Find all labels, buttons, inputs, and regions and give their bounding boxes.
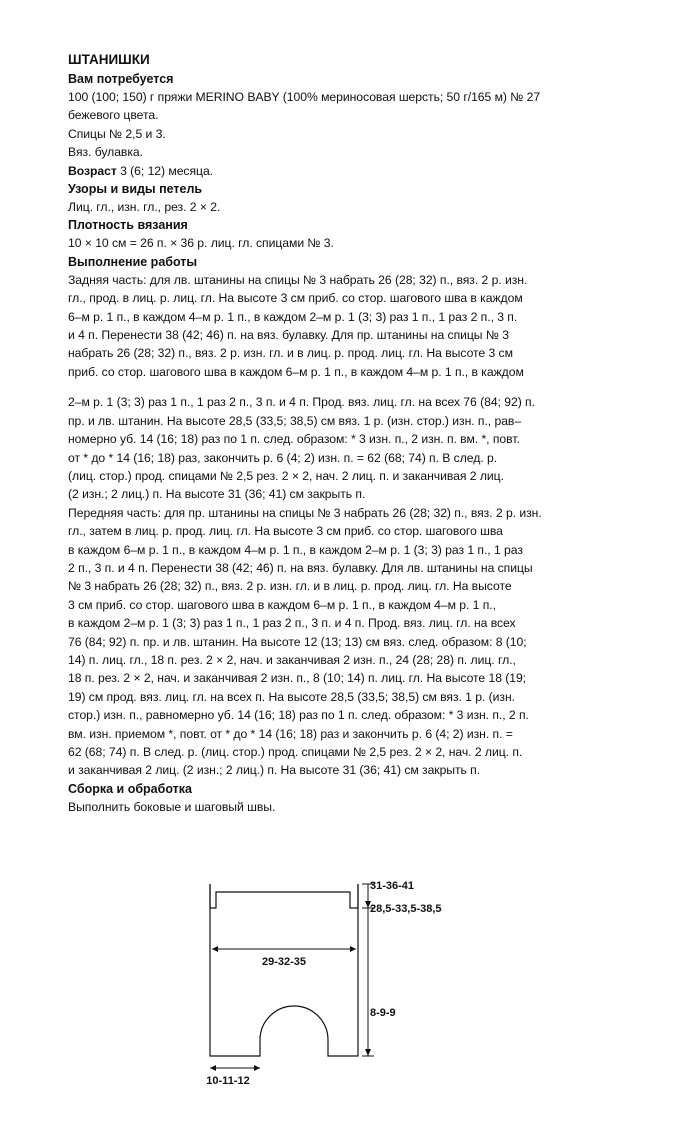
pattern-schematic — [180, 878, 480, 1098]
page-title: ШТАНИШКИ — [68, 52, 150, 67]
crotch-height-label: 8-9-9 — [370, 1007, 396, 1019]
patterns-heading: Узоры и виды петель — [68, 182, 203, 197]
pattern-page — [68, 50, 628, 816]
work-text-part-1: Задняя часть: для лв. штанины на спицы № 3 набрать 26 (28; 32) п., вяз. 2 р. изн. гл., прод. в лиц. р. лиц. гл. На высоте 3 см приб. со стор. шагового шва в каждом 6–м р. 1 п., в каждом 4–м р. 1 п., в каждом 2–м р. 1 (3; 3) раз 1 п., 1 раз 2 п., 3 п. и 4 п. Перенести 38 (42; 46) п. на вяз. булавку. Для пр. штанины на спицы № 3 набрать 26 (28; 32) п., вяз. 2 р. изн. гл. и в лиц. р. прод. лиц. гл. На высоте 3 см приб. со стор. шагового шва в каждом 6–м р. 1 п., в каждом 4–м р. 1 п., в каждом — [68, 272, 528, 379]
rib-start-label: 28,5-33,5-38,5 — [370, 903, 442, 915]
assembly-text: Выполнить боковые и шаговый швы. — [68, 799, 276, 814]
schematic-body — [210, 884, 358, 1056]
schematic-outline — [210, 884, 358, 908]
materials-text: 100 (100; 150) г пряжи MERINO BABY (100% мериносовая шерсть; 50 г/165 м) № 27 бежевого цвета. Спицы № 2,5 и 3. Вяз. булавка. — [68, 90, 541, 160]
gauge-text: 10 × 10 см = 26 п. × 36 р. лиц. гл. спицами № 3. — [68, 236, 334, 251]
age-label: Возраст — [68, 163, 117, 178]
width-label: 29-32-35 — [261, 956, 307, 968]
work-text-part-2: 2–м р. 1 (3; 3) раз 1 п., 1 раз 2 п., 3 п. и 4 п. Прод. вяз. лиц. гл. на всех 76 (84; 92) п. пр. и лв. штанин. На высоте 28,5 (33,5; 38,5) см вяз. 1 р. (изн. стор.) изн. п., рав– номерно уб. 14 (16; 18) раз по 1 п. след. образом: * 3 изн. п., 2 изн. п. вм. *, повт. от * до * 14 (16; 18) раз, закончить р. 6 (4; 2) изн. п. = 62 (68; 74) п. В след. р. (лиц. стор.) прод. спицами № 2,5 рез. 2 × 2, нач. 2 лиц. п. и заканчивая 2 лиц. (2 изн.; 2 лиц.) п. На высоте 31 (36; 41) см закрыть п. Передняя часть: для пр. штанины на спицы № 3 набрать 26 (28; 32) п., вяз. 2 р. изн. гл., затем в лиц. р. прод. лиц. гл. На высоте 3 см приб. со стор. шагового шва в каждом 6–м р. 1 п., в каждом 4–м р. 1 п., в каждом 2–м р. 1 (3; 3) раз 1 п., 1 раз 2 п., 3 п. и 4 п. Перенести 38 (42; 46) п. на вяз. булавку. Для лв. штанины на спицы № 3 набрать 26 (28; 32) п., вяз. 2 р. изн. гл. и в лиц. р. прод. лиц. гл. На высоте 3 см приб. со стор. шагового шва в каждом 6–м р. 1 п., в каждом 4–м р. 1 п., в каждом 2–м р. 1 (3; 3) раз 1 п., 1 раз 2 п., 3 п. и 4 п. Прод. вяз. лиц. гл. на всех 76 (84; 92) п. пр. и лв. штанин. На высоте 12 (13; 13) см вяз. след. образом: 8 (10; 14) п. лиц. гл., 18 п. рез. 2 × 2, нач. и заканчивая 2 изн. п., 24 (28; 28) п. лиц. гл., 18 п. рез. 2 × 2, нач. и заканчивая 2 изн. п., 8 (10; 14) п. лиц. гл. На высоте 18 (19; 19) см прод. вяз. лиц. гл. на всех п. На высоте 28,5 (33,5; 38,5) см вяз. 1 р. (изн. стор.) изн. п., равномерно уб. 14 (16; 18) раз по 1 п. след. образом: * 3 изн. п., 2 п. вм. изн. приемом *, повт. от * до * 14 (16; 18) раз и закончить р. 6 (4; 2) изн. п. = 62 (68; 74) п. В след. р. (лиц. стор.) прод. спицами № 2,5 рез. 2 × 2, нач. 2 лиц. п. и заканчивая 2 лиц. (2 изн.; 2 лиц.) п. На высоте 31 (36; 41) см закрыть п. — [68, 395, 542, 778]
work-heading: Выполнение работы — [68, 254, 198, 269]
gauge-heading: Плотность вязания — [68, 218, 188, 233]
top-total-label: 31-36-41 — [370, 880, 415, 892]
age-value: 3 (6; 12) месяца. — [116, 163, 214, 178]
assembly-heading: Сборка и обработка — [68, 781, 193, 796]
leg-width-label: 10-11-12 — [206, 1075, 250, 1087]
age-line — [68, 162, 628, 180]
patterns-text: Лиц. гл., изн. гл., рез. 2 × 2. — [68, 200, 221, 215]
materials-heading: Вам потребуется — [68, 72, 174, 86]
